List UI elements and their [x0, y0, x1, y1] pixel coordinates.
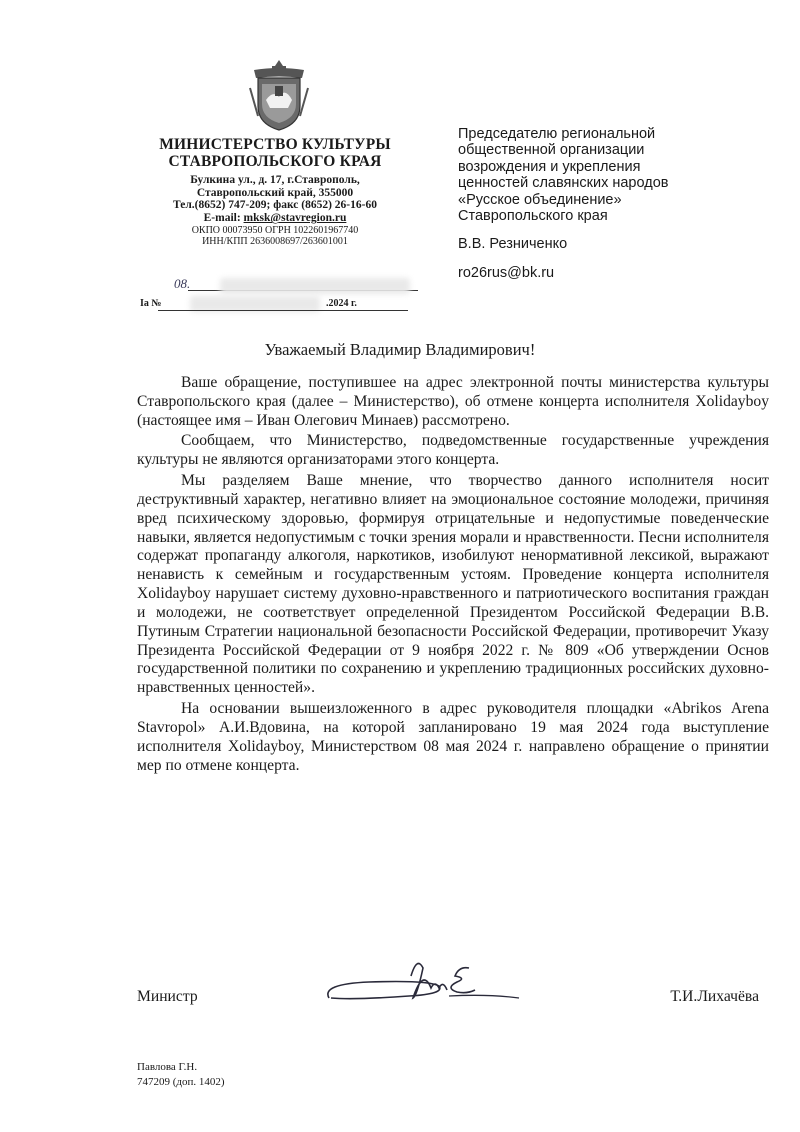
paragraph: Сообщаем, что Министерство, подведомственные государственные учреждения культуры не являются организаторами этого концерта. — [137, 432, 769, 469]
signatory-name: Т.И.Лихачёва — [670, 988, 759, 1005]
recipient-line: «Русское объединение» — [458, 191, 622, 208]
address-line2: Ставропольский край, 355000 — [196, 186, 354, 199]
redaction-blur — [220, 278, 410, 294]
letterhead — [140, 136, 410, 248]
address-line1: Булкина ул., д. 17, г.Ставрополь, — [190, 173, 360, 186]
recipient-line: Председателю региональной — [458, 126, 656, 142]
recipient-line: общественной организации — [458, 142, 645, 159]
recipient-line: Ставропольского края — [458, 207, 608, 224]
number-underline — [158, 310, 408, 311]
inn-line: ИНН/КПП 2636008697/263601001 — [202, 236, 348, 248]
recipient-line: ценностей славянских народов — [458, 175, 669, 192]
recipient-line: возрождения и укрепления — [458, 158, 641, 175]
email-label: E-mail: — [203, 212, 244, 225]
ministry-email-link[interactable]: mksk@stavregion.ru — [243, 212, 347, 225]
letter-body — [137, 374, 769, 775]
coat-of-arms-icon — [248, 58, 310, 132]
recipient-email: ro26rus@bk.ru — [458, 264, 555, 281]
registration-block — [140, 278, 410, 318]
signatory-title: Министр — [137, 988, 198, 1005]
phone-line: Тел.(8652) 747-209; факс (8652) 26-16-60 — [173, 199, 377, 212]
executor-block — [137, 1060, 225, 1090]
ministry-name-line2: СТАВРОПОЛЬСКОГО КРАЯ — [168, 153, 382, 171]
handwritten-date: 08. — [174, 276, 191, 291]
paragraph: Мы разделяем Ваше мнение, что творчество данного исполнителя носит деструктивный характер, негативно влияет на эмоциональное состояние молодежи, причиняя вред психическому здоровью, формируя отрицательные и недопустимые поведенческие навыки, является недопустимым с точки зрения морали и нравственности. Песни исполнителя содержат пропаганду алкоголя, наркотиков, изобилуют ненормативной лексикой, выражают ненависть к семейным и государственным устоям. Проведение концерта исполнителя Xolidayboy нарушает систему духовно-нравственного и патриотического воспитания граждан и молодежи, не соответствует определенной Президентом Российской Федерации В.В. Путиным Стратегии национальной безопасности Российской Федерации, противоречит Указу Президента Российской Федерации от 9 ноября 2022 г. № 809 «Об утверждении Основ государственной политики по сохранению и укреплению традиционных российских духовно-нравственных ценностей». — [137, 472, 769, 697]
email-line — [140, 212, 410, 225]
paragraph: Ваше обращение, поступившее на адрес электронной почты министерства культуры Ставропольского края (далее – Министерство), об отмене концерта исполнителя Xolidayboy (настоящее имя – Иван Олегович Минаев) рассмотрено. — [137, 374, 769, 429]
paragraph: На основании вышеизложенного в адрес руководителя площадки «Abrikos Arena Stavropol» А.И.Вдовина, на которой запланировано 19 мая 2024 года выступление исполнителя Xolidayboy, Министерством 08 мая 2024 г. направлено обращение о принятии мер по отмене концерта. — [137, 700, 769, 774]
executor-phone: 747209 (доп. 1402) — [137, 1075, 225, 1088]
okpo-line: ОКПО 00073950 ОГРН 1022601967740 — [191, 225, 359, 237]
salutation: Уважаемый Владимир Владимирович! — [264, 340, 536, 359]
recipient-name: В.В. Резниченко — [458, 236, 568, 253]
registration-date: .2024 г. — [326, 298, 357, 309]
signature-row — [137, 986, 769, 1016]
ministry-name-line1: МИНИСТЕРСТВО КУЛЬТУРЫ — [159, 136, 391, 153]
executor-name: Павлова Г.Н. — [137, 1061, 198, 1073]
number-label: Ia № — [140, 298, 162, 309]
recipient-block — [458, 126, 758, 281]
handwritten-signature — [319, 946, 539, 1026]
